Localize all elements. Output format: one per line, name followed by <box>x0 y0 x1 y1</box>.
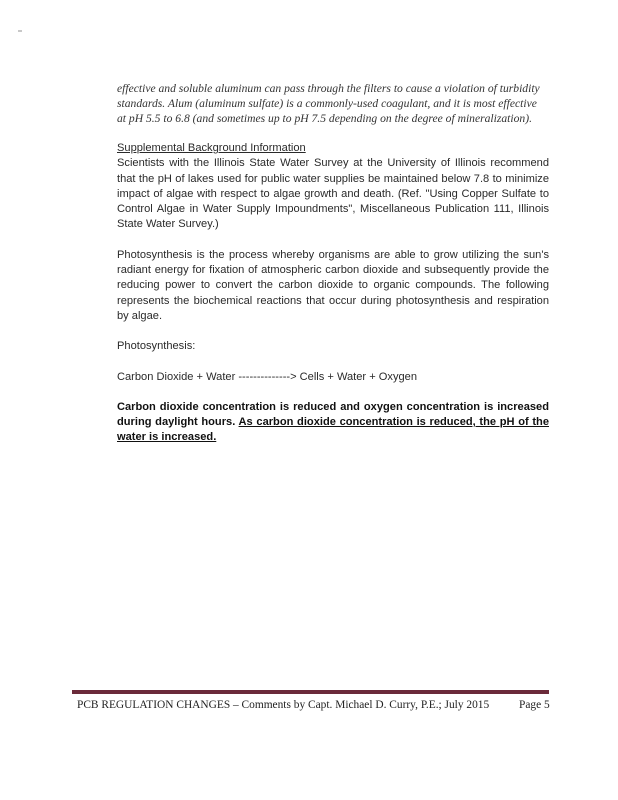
page-number: Page 5 <box>519 699 550 711</box>
paragraph-illinois-survey: Scientists with the Illinois State Water Survey at the University of Illinois recommend that the pH of lakes used for public water supplies be maintained below 7.8 to minimize impact of algae with respect to algae growth and death. (Ref. "Using Copper Sulfate to Control Algae in Water Supply Impoundments", Miscellaneous Publication 111, Illinois State Water Survey.) <box>117 157 549 231</box>
scan-mark <box>18 30 22 32</box>
footer-rule <box>72 690 549 694</box>
intro-italic-paragraph: effective and soluble aluminum can pass through the filters to cause a violation of turbidity standards. Alum (aluminum sulfate) is a commonly-used coagulant, and it is most effective at pH 5.5 to 6.8 (and sometimes up to pH 7.5 depending on the degree of mineralization). <box>117 81 540 126</box>
footer-title: PCB REGULATION CHANGES – Comments by Capt. Michael D. Curry, P.E.; July 2015 <box>77 699 490 711</box>
paragraph-photosynthesis: Photosynthesis is the process whereby organisms are able to grow utilizing the sun's radiant energy for fixation of atmospheric carbon dioxide and subsequently provide the reducing power to convert the carbon dioxide to organic compounds. The following represents the biochemical reactions that occur during photosynthesis and respiration by algae. <box>117 248 549 322</box>
photosynthesis-label: Photosynthesis: <box>117 340 196 353</box>
reaction-equation: Carbon Dioxide + Water --------------> Cells + Water + Oxygen <box>117 370 417 383</box>
conclusion-plain: Carbon dioxide concentration is reduced and oxygen concentration is increased during daylight hours. <box>117 400 549 429</box>
section-heading: Supplemental Background Information <box>117 142 306 154</box>
conclusion-paragraph <box>117 400 549 446</box>
conclusion-underlined: As carbon dioxide concentration is reduced, the pH of the water is increased. <box>117 416 549 444</box>
main-body <box>117 141 549 446</box>
